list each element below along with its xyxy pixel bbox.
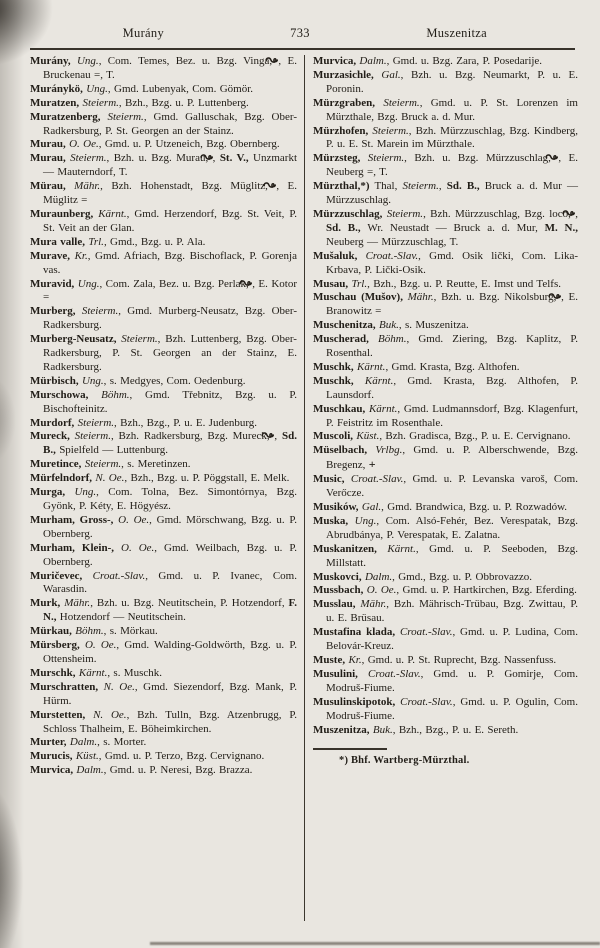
entry-text: Croat.-Slav. <box>368 667 421 680</box>
entry-text: Kärnt. <box>364 374 394 387</box>
entry <box>313 333 578 361</box>
scan-edge-artifact <box>150 942 600 945</box>
entry-text: , Bzh., Bzg. u. P. Reutte, E. Imst und Telfs. <box>367 277 561 290</box>
entry-text: Dalm. <box>76 764 104 777</box>
entry-text: , s. Muszenitza. <box>398 319 469 332</box>
entry-text: , s. Medgyes, Com. Oedenburg. <box>103 374 246 387</box>
entry <box>30 83 297 97</box>
entry-text: , Gmd. u. P. Seeboden, Bzg. Millstatt. <box>326 542 578 569</box>
entry-text: , Bzh. Radkersburg, Bzg. Mureck, <box>110 430 275 443</box>
entry <box>313 250 578 278</box>
entry-headword: Muschk, <box>313 360 357 373</box>
entry-headword: Musslau, <box>313 598 361 611</box>
entry-text: O. Oe. <box>366 584 397 597</box>
entry-headword: Murga, <box>30 486 75 499</box>
entry-text: Steierm. <box>383 96 420 109</box>
entry-text: , Gmd. u. P. St. Lorenzen im Mürzthale, Bzg. Bruck a. d. Mur. <box>326 96 578 123</box>
entry <box>30 709 297 737</box>
entry-headword: Murham, Klein-, <box>30 541 122 554</box>
entry-text: , s. Meretinzen. <box>121 458 191 471</box>
entry-text: , Bzh., Bzg., P. u. E. Judenburg. <box>114 416 258 429</box>
entry-text: Steierm. <box>121 333 158 346</box>
entry-headword: Murau, <box>30 138 70 151</box>
entry-headword: Muska, <box>313 514 355 527</box>
entry <box>313 69 578 97</box>
entry <box>30 236 297 250</box>
cross-icon: + <box>368 457 376 472</box>
entry <box>30 138 297 152</box>
entry <box>313 515 578 543</box>
entry-text: , Gmd. u. P. St. Ruprecht, Bzg. Nassenfuss. <box>361 653 557 666</box>
entry-text: Ung. <box>81 374 104 387</box>
entry-text: Gal. <box>361 501 382 513</box>
entry-headword: Mussbach, <box>313 584 367 597</box>
entry-text: , Bzh. Mährisch-Trübau, Bzg. Zwittau, P. u. E. Brüsau. <box>326 598 579 625</box>
entry-text: , Gmd. Lubenyak, Com. Gömör. <box>107 82 254 95</box>
entry <box>30 333 297 375</box>
entry-text: , Gmd. Walding-Goldwörth, Bzg. u. P. Ottensheim. <box>43 639 297 665</box>
entry-text: Steierm. <box>74 430 111 443</box>
entry-text: Sd. B., <box>326 221 368 234</box>
entry-text: Ung. <box>76 55 99 67</box>
entry-text: Croat.-Slav. <box>400 695 453 708</box>
entry-text: , Gmd. Osik lički, Com. Lika-Krbava, P. Lički-Osik. <box>326 249 578 276</box>
entry-text: , <box>575 207 578 220</box>
entry-headword: Musulinskipotok, <box>313 695 401 708</box>
entry-text: , Bzh. u. Bzg. Nikolsburg, <box>433 291 562 304</box>
entry-text: , Gmd. u. P. Terzo, Bzg. Cervignano. <box>98 750 265 763</box>
entry-text: , Gmd. Galluschak, Bzg. Ober-Radkersburg, P. St. Georgen an der Stainz. <box>43 110 297 137</box>
entry-text: , <box>438 180 447 193</box>
entry-text: Steierm. <box>81 305 119 318</box>
entry-text: Mähr. <box>360 598 387 611</box>
entry-headword: Muscoli, <box>313 430 357 443</box>
entry-text: , Gmd. u. P. Hartkirchen, Bzg. Eferding. <box>396 584 577 597</box>
entry <box>30 570 297 598</box>
entry-text: , Gmd. Herzendorf, Bzg. St. Veit, P. St. Veit an der Glan. <box>43 207 297 234</box>
entry-text: Mähr. <box>74 180 101 193</box>
entry-text: , Gmd. Murberg-Neusatz, Bzg. Ober-Radkersburg. <box>43 305 297 332</box>
entry-text: Neuberg — Mürzzuschlag, T. <box>326 235 459 248</box>
entry-text: , Gmd. u. P. Levanska varoš, Com. Verőcze. <box>326 473 578 500</box>
entry <box>30 375 297 389</box>
entry-headword: Murány, <box>30 55 77 67</box>
entry-text: , Gmd. u. P. Gomirje, Com. Modruš-Fiume. <box>326 667 578 694</box>
entry-headword: Musików, <box>313 501 362 513</box>
entry <box>30 55 297 83</box>
entry-text: , Gmd., Bzg. u. P. Obbrovazzo. <box>392 570 533 583</box>
entry-text: N. Oe. <box>95 472 125 485</box>
entry <box>30 750 297 764</box>
entry <box>30 639 297 667</box>
entry-headword: Muretince, <box>30 458 85 471</box>
entry-headword: Murham, Gross-, <box>30 513 119 526</box>
entry-headword: Mürfelndorf, <box>30 472 96 485</box>
entry-text: Kärnt. <box>368 402 398 415</box>
entry <box>30 180 297 208</box>
entry-text: Steierm. <box>107 110 144 123</box>
entry <box>313 319 578 333</box>
entry-headword: Muschk, <box>313 374 365 387</box>
entry-text: Buk. <box>378 319 399 332</box>
entry-text: , Gmd. Weilbach, Bzg. u. P. Obernberg. <box>43 541 297 568</box>
entry-headword: Murvica, <box>30 764 77 777</box>
entry-headword: Muskanitzen, <box>313 542 388 555</box>
entry-text: , Bzh. Luttenberg, Bzg. Ober-Radkersburg, P. St. Georgen an der Stainz, E. Radkersburg. <box>43 333 297 373</box>
entry-headword: Musulini, <box>313 667 369 680</box>
footnote-text: *) Bhf. Wartberg-Mürzthal. <box>339 754 470 766</box>
entry-headword: Muránykö, <box>30 82 87 95</box>
entry-text: , Gmd. Mörschwang, Bzg. u. P. Obernberg. <box>43 513 297 540</box>
entry-text: , Bzh. u. Bzg. Neutitschein, P. Hotzendorf, <box>90 597 289 610</box>
entry <box>313 97 578 125</box>
entry-text: , Bzh. Mürzzuschlag, Bzg. loco, <box>423 207 576 220</box>
entry-text: , Gmd. u. P. Utzeneich, Bzg. Obernberg. <box>98 138 280 151</box>
entry-text: Trl. <box>88 235 104 248</box>
entry-headword: Müselbach, <box>313 444 376 457</box>
entry-text: Steierm. <box>77 416 115 429</box>
page-header <box>65 0 535 41</box>
entry-text: , Com. Zala, Bez. u. Bzg. Perlak, <box>99 277 253 290</box>
entry <box>313 55 578 69</box>
entry-text: , s. Morter. <box>97 736 147 749</box>
entry-headword: Mürsberg, <box>30 639 85 652</box>
entry-text: , Bzh. Tulln, Bzg. Atzenbrugg, P. Schloss Thalheim, E. Böheimkirchen. <box>43 708 297 735</box>
entry-text: , Bzh. u. Bzg. Neumarkt, P. u. E. Poronin. <box>326 68 578 95</box>
entry-text: N. Oe. <box>93 708 127 721</box>
entry <box>30 430 297 458</box>
entry-text: Steierm. <box>386 207 424 220</box>
entry-text: Ung. <box>86 82 108 95</box>
entry-text: Kärnt. <box>387 542 416 555</box>
entry <box>313 668 578 696</box>
entry <box>30 152 297 180</box>
entry-text: , Gmd., Bzg. u. P. Ala. <box>103 235 206 248</box>
entry-text: , Gmd. Třebnitz, Bzg. u. P. Bischofteinitz. <box>43 388 297 415</box>
page-number: 733 <box>290 26 310 40</box>
entry <box>313 278 578 292</box>
entry <box>30 736 297 750</box>
entry-headword: Muskovci, <box>313 570 365 583</box>
entry-headword: Mürau, <box>30 180 75 193</box>
entry-text: , Gmd. u. P. Ludina, Com. Belovár-Kreuz. <box>326 626 578 653</box>
entry <box>30 458 297 472</box>
entry-text: , Gmd. u. P. Neresi, Bzg. Brazza. <box>103 764 253 777</box>
entry-text: Spielfeld — Luttenburg. <box>59 444 169 457</box>
entry <box>313 584 578 598</box>
entry <box>313 473 578 501</box>
entry-text: , Gmd. Ziering, Bzg. Kaplitz, P. Rosenthal. <box>326 333 578 360</box>
entry-text: , Bzh. u. Bzg. Mürzzuschlag, <box>404 152 559 165</box>
entry-headword: Muschenitza, <box>313 319 379 332</box>
entry-text: Mähr. <box>64 597 91 610</box>
entry <box>30 681 297 709</box>
header-rule <box>30 48 575 50</box>
entry-text: Küst. <box>75 750 99 763</box>
entry-headword: Murave, <box>30 249 75 262</box>
entry-text: O. Oe. <box>84 639 117 652</box>
entry-text: , Bzh., Bzg. u. P. Luttenberg. <box>118 96 249 109</box>
entry <box>313 501 578 515</box>
entry-text: , E. Müglitz = <box>43 180 297 207</box>
entry <box>30 208 297 236</box>
entry <box>313 571 578 585</box>
entry-text: Dalm. <box>359 55 387 67</box>
entry-headword: Murau, <box>30 152 71 165</box>
entry-text: Dalm. <box>364 570 393 583</box>
entry <box>313 654 578 668</box>
text-columns <box>30 55 578 921</box>
entry-headword: Muste, <box>313 653 349 666</box>
entry-text: Mähr. <box>407 291 434 304</box>
entry-headword: Muravid, <box>30 277 78 290</box>
entry <box>30 514 297 542</box>
entry-headword: Murberg-Neusatz, <box>30 333 122 346</box>
entry-headword: Murzasichle, <box>313 68 382 81</box>
entry-text: , Bzh. Gradisca, Bzg., P. u. E. Cervignano. <box>379 430 571 443</box>
entry <box>313 626 578 654</box>
entry-text: , Gmd. u. P. Alberschwende, Bzg. Bregenz, <box>326 444 579 472</box>
entry-text: Kr. <box>74 249 88 262</box>
entry-text: Dalm. <box>69 736 98 749</box>
entry-headword: Mürzsteg, <box>313 152 368 165</box>
entry-headword: Muschkau, <box>313 402 369 415</box>
entry-text: , Bzh., Bzg., P. u. E. Sereth. <box>392 723 519 736</box>
entry <box>30 111 297 139</box>
entry-headword: Muratzen, <box>30 96 83 109</box>
entry-text: , Gmd. Brandwica, Bzg. u. P. Rozwadów. <box>381 501 568 513</box>
entry-text: Kärnt. <box>98 207 127 220</box>
entry-headword: Murberg, <box>30 305 82 318</box>
entry <box>313 375 578 403</box>
entry <box>30 278 297 306</box>
entry-text: O. Oe. <box>121 541 155 554</box>
entry-text: , Gmd. Afriach, Bzg. Bischoflack, P. Gorenja vas. <box>43 249 297 276</box>
entry-text: , Gmd. u. P. Ogulin, Com. Modruš-Fiume. <box>326 695 578 722</box>
entry-text: Kärnt. <box>357 360 386 373</box>
entry-headword: Mürbisch, <box>30 374 82 387</box>
entry-text: F. N., <box>43 597 297 624</box>
entry-text: Steierm. <box>367 152 405 165</box>
entry-text: , Gmd. Siezendorf, Bzg. Mank, P. Hürm. <box>43 680 297 707</box>
entry-text: , Gmd. Krasta, Bzg. Althofen. <box>385 360 520 373</box>
header-right-title: Muszenitza <box>426 26 487 40</box>
entry-text: , <box>212 152 220 165</box>
entry-headword: Mürzthal,*) <box>313 180 370 193</box>
entry-text: Unzmarkt — Mauterndorf, T. <box>43 152 297 179</box>
entry <box>30 486 297 514</box>
entry-text: Steierm. <box>84 458 122 471</box>
entry-text: , <box>274 430 282 443</box>
entry-text: Bruck a. d. Mur — Mürzzuschlag. <box>326 180 578 207</box>
entry <box>313 543 578 571</box>
entry <box>313 291 578 319</box>
entry-text: St. V., <box>219 152 254 165</box>
entry-text: , Bzh. Hohenstadt, Bzg. Müglitz, <box>100 180 277 193</box>
entry-text: Croat.-Slav. <box>365 249 419 262</box>
entry-headword: Murk, <box>30 597 65 610</box>
entry-text: , Gmd. Ludmannsdorf, Bzg. Klagenfurt, P. Feistritz im Rosenthale. <box>326 402 578 429</box>
entry-text: , E. Branowitz = <box>326 291 578 318</box>
entry-text: Sd. B., <box>446 180 485 193</box>
entry-text: Kr. <box>348 653 362 666</box>
entry-text: , Bzh. u. Bzg. Murau, <box>106 152 213 165</box>
entry-text: Sd. B., <box>43 430 297 457</box>
entry <box>313 724 578 738</box>
entry-text: Steierm. <box>70 152 107 165</box>
entry-headword: Muszenitza, <box>313 723 373 736</box>
entry-text: Ung. <box>74 486 97 499</box>
left-column <box>30 55 304 921</box>
entry <box>313 180 578 208</box>
footnote-rule <box>313 748 387 750</box>
entry <box>30 625 297 639</box>
entry-headword: Mušaluk, <box>313 249 366 262</box>
entry <box>313 598 578 626</box>
entry-headword: Music, <box>313 473 351 486</box>
entry <box>30 542 297 570</box>
entry-text: O. Oe. <box>118 513 150 526</box>
entry <box>30 597 297 625</box>
entry-headword: Mürkau, <box>30 625 76 638</box>
entry <box>30 764 297 778</box>
entry <box>313 152 578 180</box>
entry-text: Hotzendorf — Neutitschein. <box>59 611 186 624</box>
entry-text: Steierm. <box>402 180 439 193</box>
entry <box>313 125 578 153</box>
entry-text: , Bzh. Mürzzuschlag, Bzg. Kindberg, P. u. E. St. Marein im Mürzthale. <box>326 124 578 151</box>
entry-text: , E. Neuberg =, T. <box>326 152 578 179</box>
entry <box>313 444 578 473</box>
entry-headword: Muschau (Mušov), <box>313 291 408 304</box>
entry-text: Kärnt. <box>78 666 108 679</box>
entry-text: , E. Kotor = <box>43 277 297 304</box>
entry <box>313 403 578 431</box>
entry-text: , Com. Tolna, Bez. Simontórnya, Bzg. Gyönk, P. Kéty, E. Högyész. <box>43 486 297 512</box>
entry-text: , Gmd. Krasta, Bzg. Althofen, P. Launsdorf. <box>326 374 579 401</box>
header-left-title: Murány <box>122 26 165 40</box>
entry-headword: Muraunberg, <box>30 207 99 220</box>
entry-text: Böhm. <box>75 625 104 638</box>
entry-headword: Mürzgraben, <box>313 96 384 109</box>
entry-text: Ung. <box>354 514 377 527</box>
entry-headword: Muratzenberg, <box>30 110 108 123</box>
entry-text: , Gmd. u. P. Ivanec, Com. Warasdin. <box>43 569 297 596</box>
entry-headword: Mustafina klada, <box>313 626 400 639</box>
entry-headword: Murvica, <box>313 55 360 67</box>
entry-text: , Bzh., Bzg. u. P. Pöggstall, E. Melk. <box>124 472 290 485</box>
entry-text: , s. Muschk. <box>107 666 163 679</box>
entry-text: O. Oe. <box>69 138 99 151</box>
entry <box>30 417 297 431</box>
entry-headword: Murstetten, <box>30 708 94 721</box>
entry <box>30 305 297 333</box>
entry <box>313 430 578 444</box>
entry-text: Gal. <box>381 68 401 81</box>
entry <box>30 97 297 111</box>
entry-text: Steierm. <box>82 96 119 109</box>
entry-headword: Mura valle, <box>30 235 89 248</box>
entry-text: N. Oe. <box>103 680 135 693</box>
entry-text: M. N., <box>544 221 578 234</box>
entry-headword: Mureck, <box>30 430 75 443</box>
entry <box>313 361 578 375</box>
entry-headword: Murter, <box>30 736 70 749</box>
entry-text: Trl. <box>351 277 368 290</box>
entry-text: , Com. Alsó-Fehér, Bez. Verespatak, Bzg. Abrudbánya, P. Verespatak, E. Zalatna. <box>326 514 578 541</box>
entry-headword: Mürzzuschlag, <box>313 207 387 220</box>
entry-headword: Murdorf, <box>30 416 78 429</box>
entry <box>313 696 578 724</box>
entry-text: Steierm. <box>372 124 409 137</box>
entry-text: Vrlbg. <box>375 444 403 457</box>
entry-text: , E. Bruckenau =, T. <box>43 55 297 81</box>
entry-text: Böhm. <box>101 388 130 401</box>
entry-text: Croat.-Slav. <box>399 626 453 639</box>
entry-text: Croat.-Slav. <box>92 569 146 582</box>
entry-headword: Musau, <box>313 277 352 290</box>
entry-text: Ung. <box>77 277 100 290</box>
entry-text: Wr. Neustadt — Bruck a. d. Mur, <box>367 221 545 234</box>
entry-headword: Murschowa, <box>30 388 102 401</box>
entry-headword: Murucis, <box>30 750 76 763</box>
entry-headword: Muscherad, <box>313 333 379 346</box>
entry-text: Buk. <box>372 723 393 736</box>
entry-text: Böhm. <box>378 333 407 346</box>
entry <box>30 472 297 486</box>
entry-text: Thal, <box>369 180 403 193</box>
entry-text: Küst. <box>356 430 380 443</box>
entry <box>30 667 297 681</box>
entry-headword: Mürzhofen, <box>313 124 373 137</box>
right-column <box>304 55 578 921</box>
entry <box>30 250 297 278</box>
entry-headword: Murschk, <box>30 666 79 679</box>
entry-headword: Murschratten, <box>30 680 104 693</box>
entry-text: , s. Mörkau. <box>103 625 158 638</box>
entry <box>30 389 297 417</box>
entry-text: , Gmd. u. Bzg. Zara, P. Posedarije. <box>386 55 543 67</box>
entry <box>313 208 578 250</box>
entry-headword: Muričevec, <box>30 569 93 582</box>
entry-text: Croat.-Slav. <box>350 473 404 486</box>
entry-text: , Com. Temes, Bez. u. Bzg. Vinga, <box>98 55 279 67</box>
